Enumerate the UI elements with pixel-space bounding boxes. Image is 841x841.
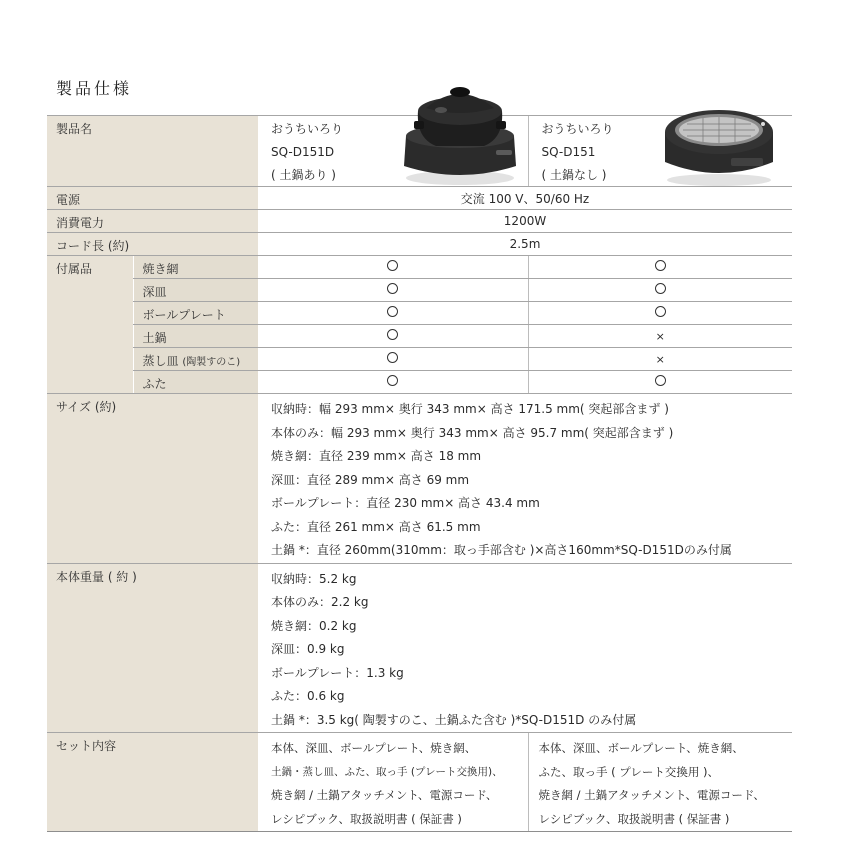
product-a-model: SQ-D151D bbox=[271, 145, 335, 159]
product-a-cell bbox=[258, 116, 528, 187]
included-circle-icon bbox=[387, 329, 398, 340]
weight-line: ボールプレート：1.3 kg bbox=[271, 665, 404, 680]
not-included-cross-icon: × bbox=[655, 330, 665, 343]
weight-line: 本体のみ：2.2 kg bbox=[271, 595, 369, 609]
spec-table bbox=[47, 115, 792, 832]
grill-product-image bbox=[661, 96, 779, 188]
included-circle-icon bbox=[655, 260, 666, 271]
product-a-note: ( 土鍋あり ) bbox=[271, 168, 336, 182]
consumption-row bbox=[47, 210, 792, 233]
product-b-cell bbox=[528, 116, 792, 187]
accessory-row bbox=[47, 325, 792, 348]
accessory-row bbox=[47, 279, 792, 302]
size-row bbox=[47, 394, 792, 564]
accessory-row bbox=[47, 348, 792, 371]
included-circle-icon bbox=[387, 283, 398, 294]
product-label: 製品名 bbox=[47, 116, 258, 187]
set-a-line: レシピブック、取扱説明書 ( 保証書 ) bbox=[271, 811, 462, 826]
power-value: 交流 100 V、50/60 Hz bbox=[258, 187, 792, 210]
power-label: 電源 bbox=[47, 187, 258, 210]
size-line: ボールプレート：直径 230 mm× 高さ 43.4 mm bbox=[271, 496, 540, 510]
accessories-label: 付属品 bbox=[47, 256, 133, 394]
cord-value: 2.5m bbox=[258, 233, 792, 256]
weight-line: 焼き網：0.2 kg bbox=[271, 618, 357, 633]
included-circle-icon bbox=[387, 260, 398, 271]
size-line: 収納時：幅 293 mm× 奥行 343 mm× 高さ 171.5 mm( 突起部含まず ) bbox=[271, 402, 669, 416]
accessory-row bbox=[47, 302, 792, 325]
accessory-row bbox=[47, 371, 792, 394]
set-b-line: 焼き網 / 土鍋アタッチメント、電源コード、 bbox=[538, 788, 765, 802]
size-line: 焼き網：直径 239 mm× 高さ 18 mm bbox=[271, 449, 482, 463]
weight-line: 土鍋 *：3.5 kg( 陶製すのこ、土鍋ふた含む )*SQ-D151D のみ付属 bbox=[271, 712, 637, 727]
set-label: セット内容 bbox=[47, 733, 258, 832]
size-line: 本体のみ：幅 293 mm× 奥行 343 mm× 高さ 95.7 mm( 突起部含まず ) bbox=[271, 425, 674, 440]
set-b-line: ふた、取っ手 ( プレート交換用 )、 bbox=[538, 764, 719, 779]
size-line: 深皿：直径 289 mm× 高さ 69 mm bbox=[271, 472, 470, 487]
size-label: サイズ (約) bbox=[47, 394, 258, 564]
included-circle-icon bbox=[387, 306, 398, 317]
weight-line: 深皿：0.9 kg bbox=[271, 642, 345, 656]
size-line: ふた：直径 261 mm× 高さ 61.5 mm bbox=[271, 519, 481, 534]
power-row bbox=[47, 187, 792, 210]
consumption-value: 1200W bbox=[258, 210, 792, 233]
set-row bbox=[47, 733, 792, 832]
weight-line: 収納時：5.2 kg bbox=[271, 571, 357, 586]
accessory-name: 焼き網 bbox=[133, 256, 258, 279]
cord-label: コード長 (約) bbox=[47, 233, 258, 256]
included-circle-icon bbox=[655, 375, 666, 386]
accessory-name: ふた bbox=[133, 371, 258, 394]
size-line: 土鍋 *：直径 260mm(310mm：取っ手部含む )×高さ160mm*SQ-D151Dのみ付属 bbox=[271, 543, 732, 557]
set-b-line: 本体、深皿、ボールプレート、焼き網、 bbox=[538, 741, 744, 755]
accessory-name: 蒸し皿 (陶製すのこ) bbox=[133, 348, 258, 371]
set-a-line: 焼き網 / 土鍋アタッチメント、電源コード、 bbox=[271, 788, 498, 802]
accessory-name: ボールプレート bbox=[133, 302, 258, 325]
accessory-row bbox=[47, 256, 792, 279]
product-b-name: おうちいろり bbox=[541, 122, 614, 136]
donabe-product-image bbox=[396, 66, 522, 188]
included-circle-icon bbox=[387, 352, 398, 363]
weight-line: ふた：0.6 kg bbox=[271, 689, 345, 703]
consumption-label: 消費電力 bbox=[47, 210, 258, 233]
accessory-name: 深皿 bbox=[133, 279, 258, 302]
set-b-line: レシピブック、取扱説明書 ( 保証書 ) bbox=[538, 811, 730, 826]
included-circle-icon bbox=[387, 375, 398, 386]
set-a-line: 本体、深皿、ボールプレート、焼き網、 bbox=[271, 741, 477, 755]
page-title: 製品仕様 bbox=[56, 79, 133, 98]
cord-row bbox=[47, 233, 792, 256]
included-circle-icon bbox=[655, 306, 666, 317]
product-a-name: おうちいろり bbox=[271, 122, 344, 136]
set-a-line: 土鍋・蒸し皿、ふた、取っ手 (プレート交換用)、 bbox=[271, 765, 503, 778]
not-included-cross-icon: × bbox=[655, 353, 665, 366]
included-circle-icon bbox=[655, 283, 666, 294]
product-b-model: SQ-D151 bbox=[541, 145, 596, 159]
product-row bbox=[47, 116, 792, 187]
weight-row bbox=[47, 563, 792, 733]
weight-label: 本体重量 ( 約 ) bbox=[47, 563, 258, 733]
product-b-note: ( 土鍋なし ) bbox=[541, 168, 607, 182]
accessory-name: 土鍋 bbox=[133, 325, 258, 348]
